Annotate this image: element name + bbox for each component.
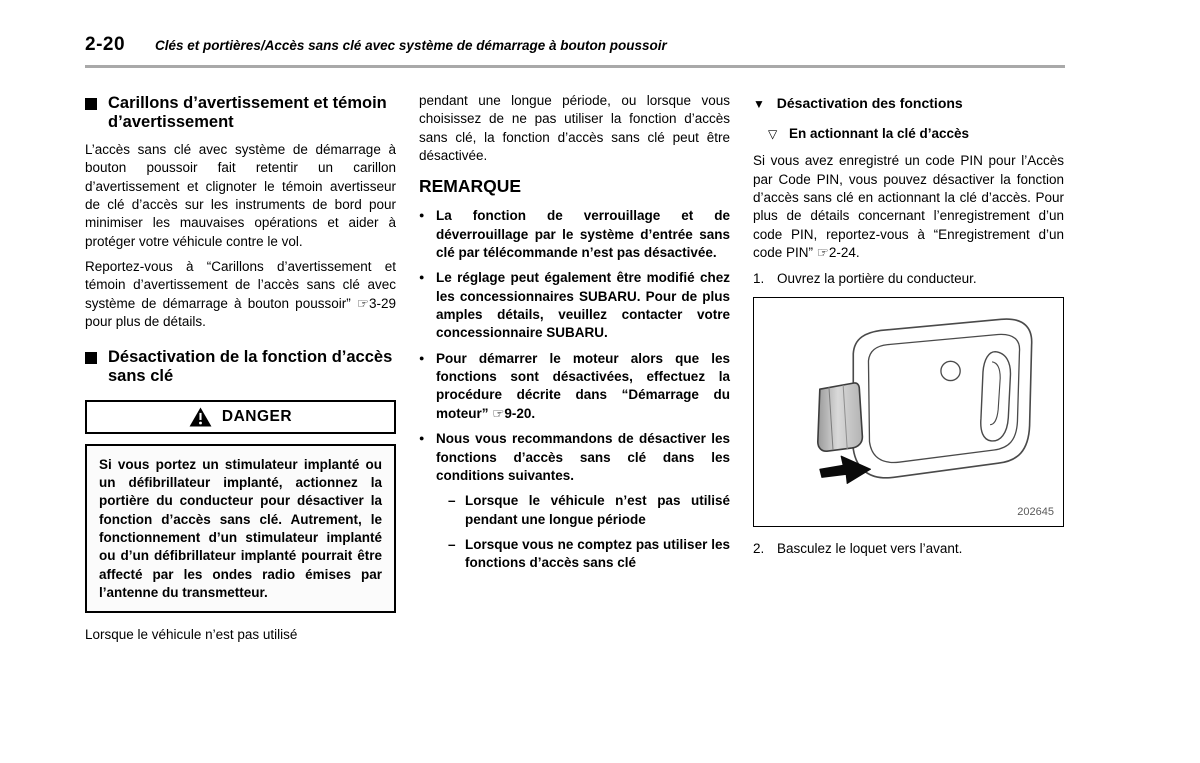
remark-heading: REMARQUE <box>419 176 522 197</box>
sub-list-item <box>419 536 730 573</box>
bullet-icon: ● <box>419 352 425 363</box>
section-heading-carillons <box>85 94 396 133</box>
subsection-heading-text: En actionnant la clé d’accès <box>789 126 970 142</box>
sub-list-item-text: Lorsque vous ne comptez pas utiliser les fonctions d’accès sans clé <box>465 536 730 571</box>
paragraph: L’accès sans clé avec système de démarrage à bouton poussoir fait retentir un carillon d’avertissement et clignoter le témoin avertisseur de clé d’accès sur les instruments de bord pour minimiser les mauvaises opérations et aider à protéger votre véhicule contre le vol. <box>85 141 396 249</box>
danger-warning-icon <box>189 407 212 427</box>
column-left <box>85 92 396 652</box>
section-heading-text: Carillons d’avertissement et témoin d’avertissement <box>108 94 387 132</box>
list-item-text: Pour démarrer le moteur alors que les fonctions sont désactivées, effectuez la procédure décrite dans “Démarrage du moteur” ☞9-20. <box>436 350 730 421</box>
list-item-text: La fonction de verrouillage et de déverrouillage par le système d’entrée sans clé par télécommande n’est pas désactivée. <box>436 208 730 260</box>
column-right <box>753 92 1064 652</box>
section-heading-desactivation <box>85 348 396 387</box>
page-header <box>85 34 1065 68</box>
door-handle-figure <box>753 297 1064 527</box>
section-heading-text: Désactivation de la fonction d’accès sans clé <box>108 347 393 385</box>
column-middle <box>419 92 730 652</box>
list-item-text: Le réglage peut également être modifié chez les concessionnaires SUBARU. Pour de plus amples détails, veuillez contacter votre concessionnaire SUBARU. <box>436 270 730 341</box>
chapter-title: Clés et portières/Accès sans clé avec système de démarrage à bouton poussoir <box>155 38 667 53</box>
sub-list-item <box>419 492 730 529</box>
content-columns <box>85 92 1065 652</box>
list-item <box>419 269 730 342</box>
procedure-step-2 <box>753 540 1064 558</box>
paragraph-cross-reference: Reportez-vous à “Carillons d’avertissement et témoin d’avertissement de l’accès sans clé avec système de démarrage à bouton poussoir” ☞3-29 pour plus de détails. <box>85 259 396 330</box>
step-number: 1. <box>753 270 765 286</box>
door-interior-illustration <box>754 298 1063 526</box>
danger-title-box <box>85 400 396 433</box>
subsection-heading-text: Désactivation des fonctions <box>776 95 963 111</box>
list-item <box>419 430 730 485</box>
section-square-icon <box>85 352 97 364</box>
step-text: Basculez le loquet vers l’avant. <box>777 540 963 556</box>
step-number: 2. <box>753 540 765 556</box>
step-text: Ouvrez la portière du conducteur. <box>777 270 977 286</box>
list-item <box>419 350 730 423</box>
dash-icon: – <box>448 493 456 509</box>
bullet-icon: ● <box>419 210 425 221</box>
bullet-icon: ● <box>419 272 425 283</box>
list-item <box>419 207 730 262</box>
subsection-heading-access-key <box>753 125 1064 143</box>
triangle-filled-icon: ▼ <box>753 97 765 111</box>
paragraph-pin-code: Si vous avez enregistré un code PIN pour l’Accès par Code PIN, vous pouvez désactiver la fonction d’accès sans clé en actionnant la clé d’accès. Pour plus de détails concernant l’enregistrement d’un code PIN, reportez-vous à “Enregistrement d’un code PIN” ☞2-24. <box>753 153 1064 261</box>
danger-body-box: Si vous portez un stimulateur implanté ou un défibrillateur implanté, actionnez la portière du conducteur pour désactiver la fonction d’accès sans clé. Autrement, le fonctionnement d’un stimulateur implanté ou d’un défibrillateur implanté pourrait être affecté par les ondes radio émises par l’antenne du transmetteur. <box>85 444 396 614</box>
procedure-step-1 <box>753 270 1064 288</box>
dash-icon: – <box>448 536 456 552</box>
paragraph-continuation: pendant une longue période, ou lorsque vous choisissez de ne pas utiliser la fonction d’accès sans clé, la fonction d’accès sans clé peut être désactivée. <box>419 93 730 164</box>
list-item-text: Nous vous recommandons de désactiver les fonctions d’accès sans clé dans les conditions suivantes. <box>436 431 730 483</box>
section-square-icon <box>85 98 97 110</box>
paragraph-continuation: Lorsque le véhicule n’est pas utilisé <box>85 627 298 643</box>
subsection-heading-functions <box>753 94 1064 113</box>
figure-code: 202645 <box>1017 505 1054 518</box>
triangle-outline-icon: ▽ <box>768 127 778 142</box>
danger-label: DANGER <box>221 408 293 426</box>
bullet-icon: ● <box>419 433 425 444</box>
page-number: 2-20 <box>85 34 126 55</box>
remark-bullet-list <box>419 207 730 485</box>
sub-list-item-text: Lorsque le véhicule n’est pas utilisé pendant une longue période <box>465 493 730 527</box>
